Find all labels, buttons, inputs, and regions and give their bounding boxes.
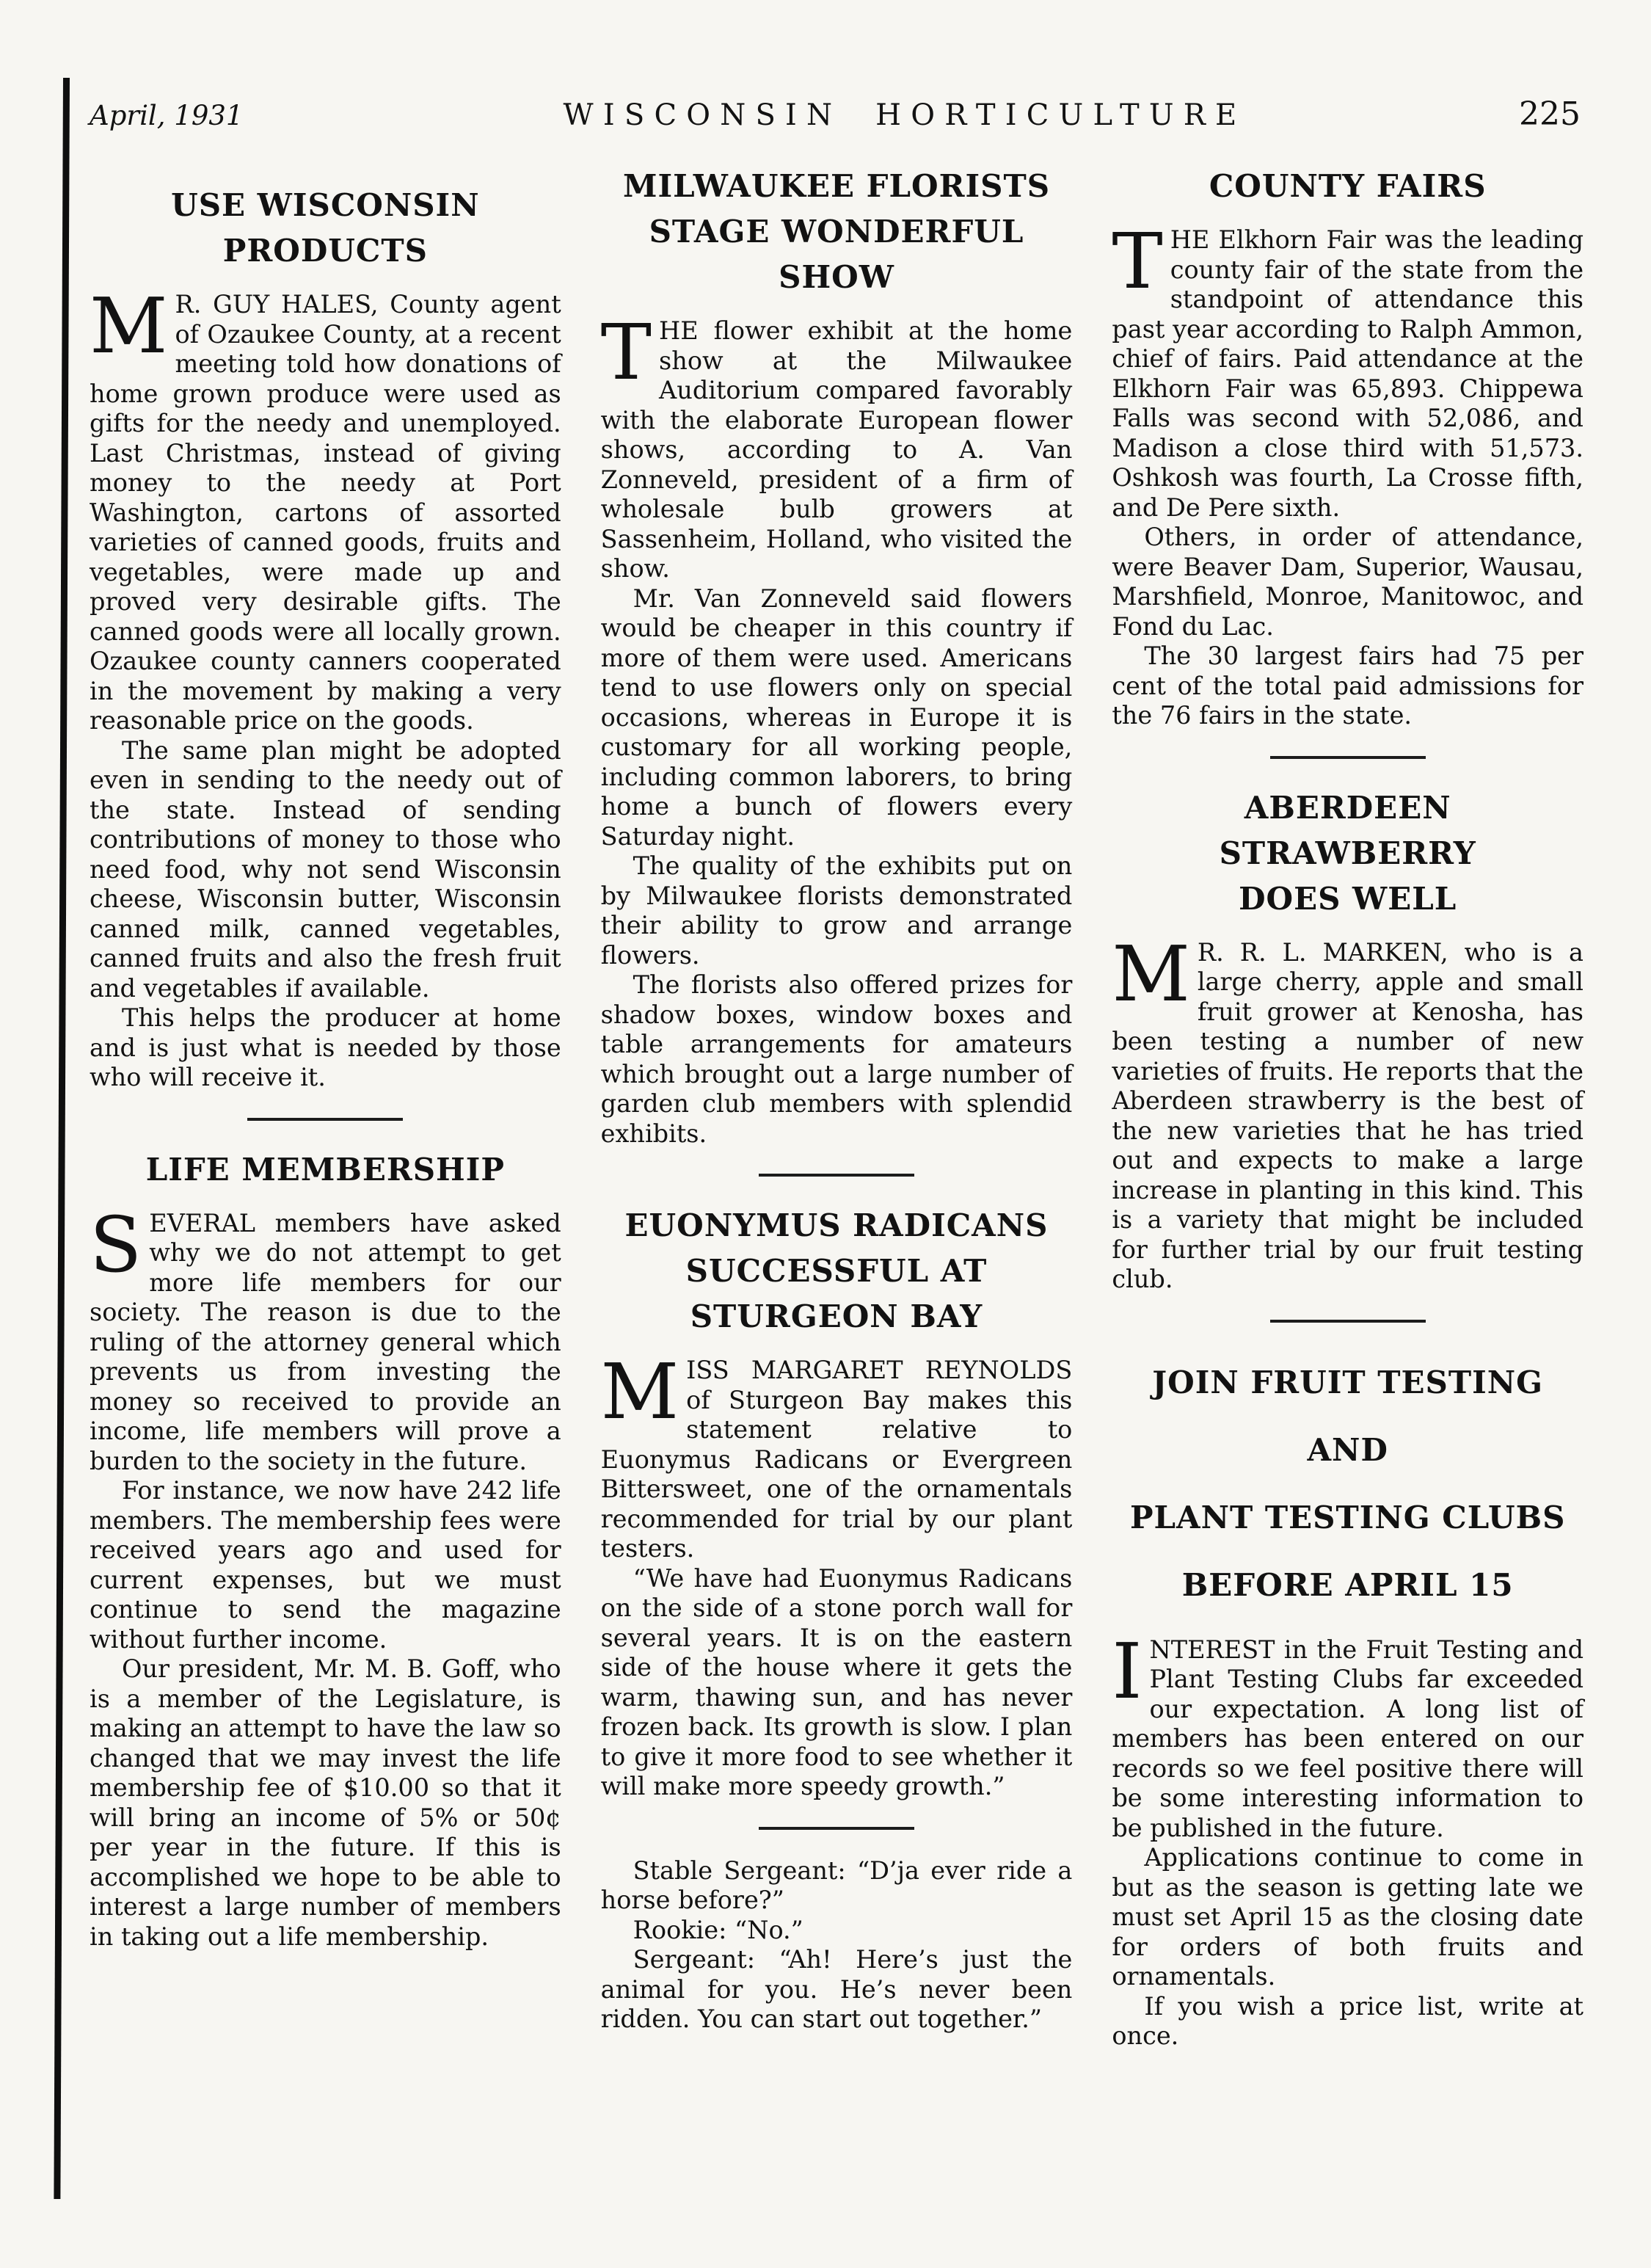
article-heading: EUONYMUS RADICANS SUCCESSFUL AT STURGEON BAY: [624, 1207, 1049, 1334]
article-paragraph: M R. R. L. MARKEN, who is a large cherry, apple and small fruit grower at Kenosha, has been testing a number of new varieties of fruits. He reports that the Aberdeen strawberry is the best of the new varieties that he has tried out and expects to make a large increase in planting in this kind. This is a variety that might be included for further trial by our fruit testing club.: [1112, 928, 1584, 1293]
article-paragraph: Mr. Van Zonneveld said flowers would be cheaper in this country if more of them were used. Americans tend to use flowers only on special occasions, whereas in Europe it is customary for all working people, including common laborers, to bring home a bunch of flowers every Saturday night.: [600, 584, 1073, 851]
article-paragraph: INTEREST in the Fruit Testing and Plant Testing Clubs far exceeded our expectation. A long list of members has been entered on our records so we feel positive there will be some interesting information to be published in the future.: [1112, 1626, 1584, 1842]
article-paragraph: For instance, we now have 242 life members. The membership fees were received years ago and used for current expenses, but we must continue to send the magazine without further income.: [90, 1476, 561, 1654]
article-paragraph: If you wish a price list, write at once.: [1112, 1991, 1584, 2050]
article-columns: [0, 133, 1651, 2051]
article-paragraph: MISS MARGARET REYNOLDS of Sturgeon Bay makes this statement relative to Euonymus Radicans or Evergreen Bittersweet, one of the ornamentals recommended for trial by our plant testers.: [600, 1347, 1073, 1563]
article-paragraph: SEVERAL members have asked why we do not attempt to get more life members for our society. The reason is due to the ruling of the attorney general which prevents us from investing the money so received to provide an income, life members will prove a burden to the society in the future.: [90, 1199, 561, 1475]
section-divider: [247, 1118, 403, 1121]
page-number: 225: [1519, 95, 1581, 133]
drop-cap: I: [1112, 1626, 1142, 1716]
article-paragraph: Stable Sergeant: “D’ja ever ride a horse before?”: [600, 1856, 1073, 1914]
column-1: [90, 164, 561, 2051]
article-paragraph: THE Elkhorn Fair was the leading county fair of the state from the standpoint of attendance this past year according to Ralph Ammon, chief of fairs. Paid attendance at the Elkhorn Fair was 65,893. Chippewa Falls was second with 52,086, and Madison a close third with 51,573. Oshkosh was fourth, La Crosse fifth, and De Pere sixth.: [1112, 217, 1584, 522]
column-2: [601, 164, 1073, 2051]
article-paragraph: Rookie: “No.”: [633, 1915, 803, 1944]
issue-date: April, 1931: [90, 100, 244, 131]
article-heading: ABERDEEN STRAWBERRY DOES WELL: [1219, 789, 1476, 917]
drop-cap: M: [600, 1347, 679, 1436]
article-paragraph: M R. GUY HALES, County agent of Ozaukee County, at a recent meeting told how donations of home grown produce were used as gifts for the needy and unemployed. Last Christmas, instead of giving money to the needy at Port Washington, cartons of assorted varieties of canned goods, fruits and vegetables, were made up and proved very desirable gifts. The canned goods were all locally grown. Ozaukee county canners cooperated in the movement by making a very reasonable price on the goods.: [90, 281, 561, 735]
article-paragraph: Others, in order of attendance, were Beaver Dam, Superior, Wausau, Marshfield, Monroe, Manitowoc, and Fond du Lac.: [1112, 523, 1584, 641]
article-paragraph: The quality of the exhibits put on by Milwaukee florists demonstrated their ability to grow and arrange flowers.: [600, 851, 1073, 970]
article-heading: USE WISCONSIN PRODUCTS: [171, 187, 480, 269]
column-3: [1112, 164, 1583, 2051]
article-paragraph: The same plan might be adopted even in sending to the needy out of the state. Instead of sending contributions of money to those who need food, why not send Wisconsin cheese, Wisconsin butter, Wisconsin canned milk, canned vegetables, canned fruits and also the fresh fruit and vegetables if available.: [90, 735, 561, 1003]
section-divider: [1270, 1320, 1426, 1323]
article-paragraph: THE flower exhibit at the home show at the Milwaukee Auditorium compared favorably with the elaborate European flower shows, according to A. Van Zonneveld, president of a firm of wholesale bulb growers at Sassenheim, Holland, who visited the show.: [600, 308, 1073, 583]
section-divider: [759, 1174, 914, 1177]
drop-cap: T: [1112, 217, 1163, 306]
section-divider: [1270, 756, 1426, 759]
article-heading: LIFE MEMBERSHIP: [145, 1151, 505, 1188]
article-heading: COUNTY FAIRS: [1209, 168, 1487, 204]
article-paragraph: The 30 largest fairs had 75 per cent of the total paid admissions for the 76 fairs in the state.: [1112, 641, 1584, 730]
drop-cap: S: [90, 1199, 142, 1290]
article-heading: MILWAUKEE FLORISTS STAGE WONDERFUL SHOW: [622, 168, 1051, 295]
article-heading: JOIN FRUIT TESTING AND PLANT TESTING CLUBS BEFORE APRIL 15: [1129, 1364, 1566, 1603]
drop-cap: M: [1112, 928, 1190, 1019]
article-paragraph: This helps the producer at home and is just what is needed by those who will receive it.: [90, 1003, 561, 1091]
page-header: [0, 0, 1651, 133]
article-paragraph: Sergeant: “Ah! Here’s just the animal for you. He’s never been ridden. You can start out together.”: [600, 1945, 1073, 2033]
article-paragraph: “We have had Euonymus Radicans on the side of a stone porch wall for several years. It is on the eastern side of the house where it gets the warm, thawing sun, and has never frozen back. Its growth is slow. I plan to give it more food to see whether it will make more speedy growth.”: [600, 1563, 1073, 1800]
article-paragraph: The florists also offered prizes for shadow boxes, window boxes and table arrangements for amateurs which brought out a large number of garden club members with splendid exhibits.: [600, 970, 1073, 1148]
article-paragraph: Our president, Mr. M. B. Goff, who is a member of the Legislature, is making an attempt to have the law so changed that we may invest the life membership fee of $10.00 so that it will bring an income of 5% or 50¢ per year in the future. If this is accomplished we hope to be able to interest a large number of members in taking out a life membership.: [90, 1654, 561, 1951]
section-divider: [759, 1827, 914, 1830]
magazine-title: WISCONSIN HORTICULTURE: [563, 98, 1247, 132]
drop-cap: M: [90, 281, 168, 371]
article-paragraph: Applications continue to come in but as the season is getting late we must set April 15 as the closing date for orders of both fruits and ornamentals.: [1112, 1843, 1584, 1991]
drop-cap: T: [600, 308, 652, 397]
